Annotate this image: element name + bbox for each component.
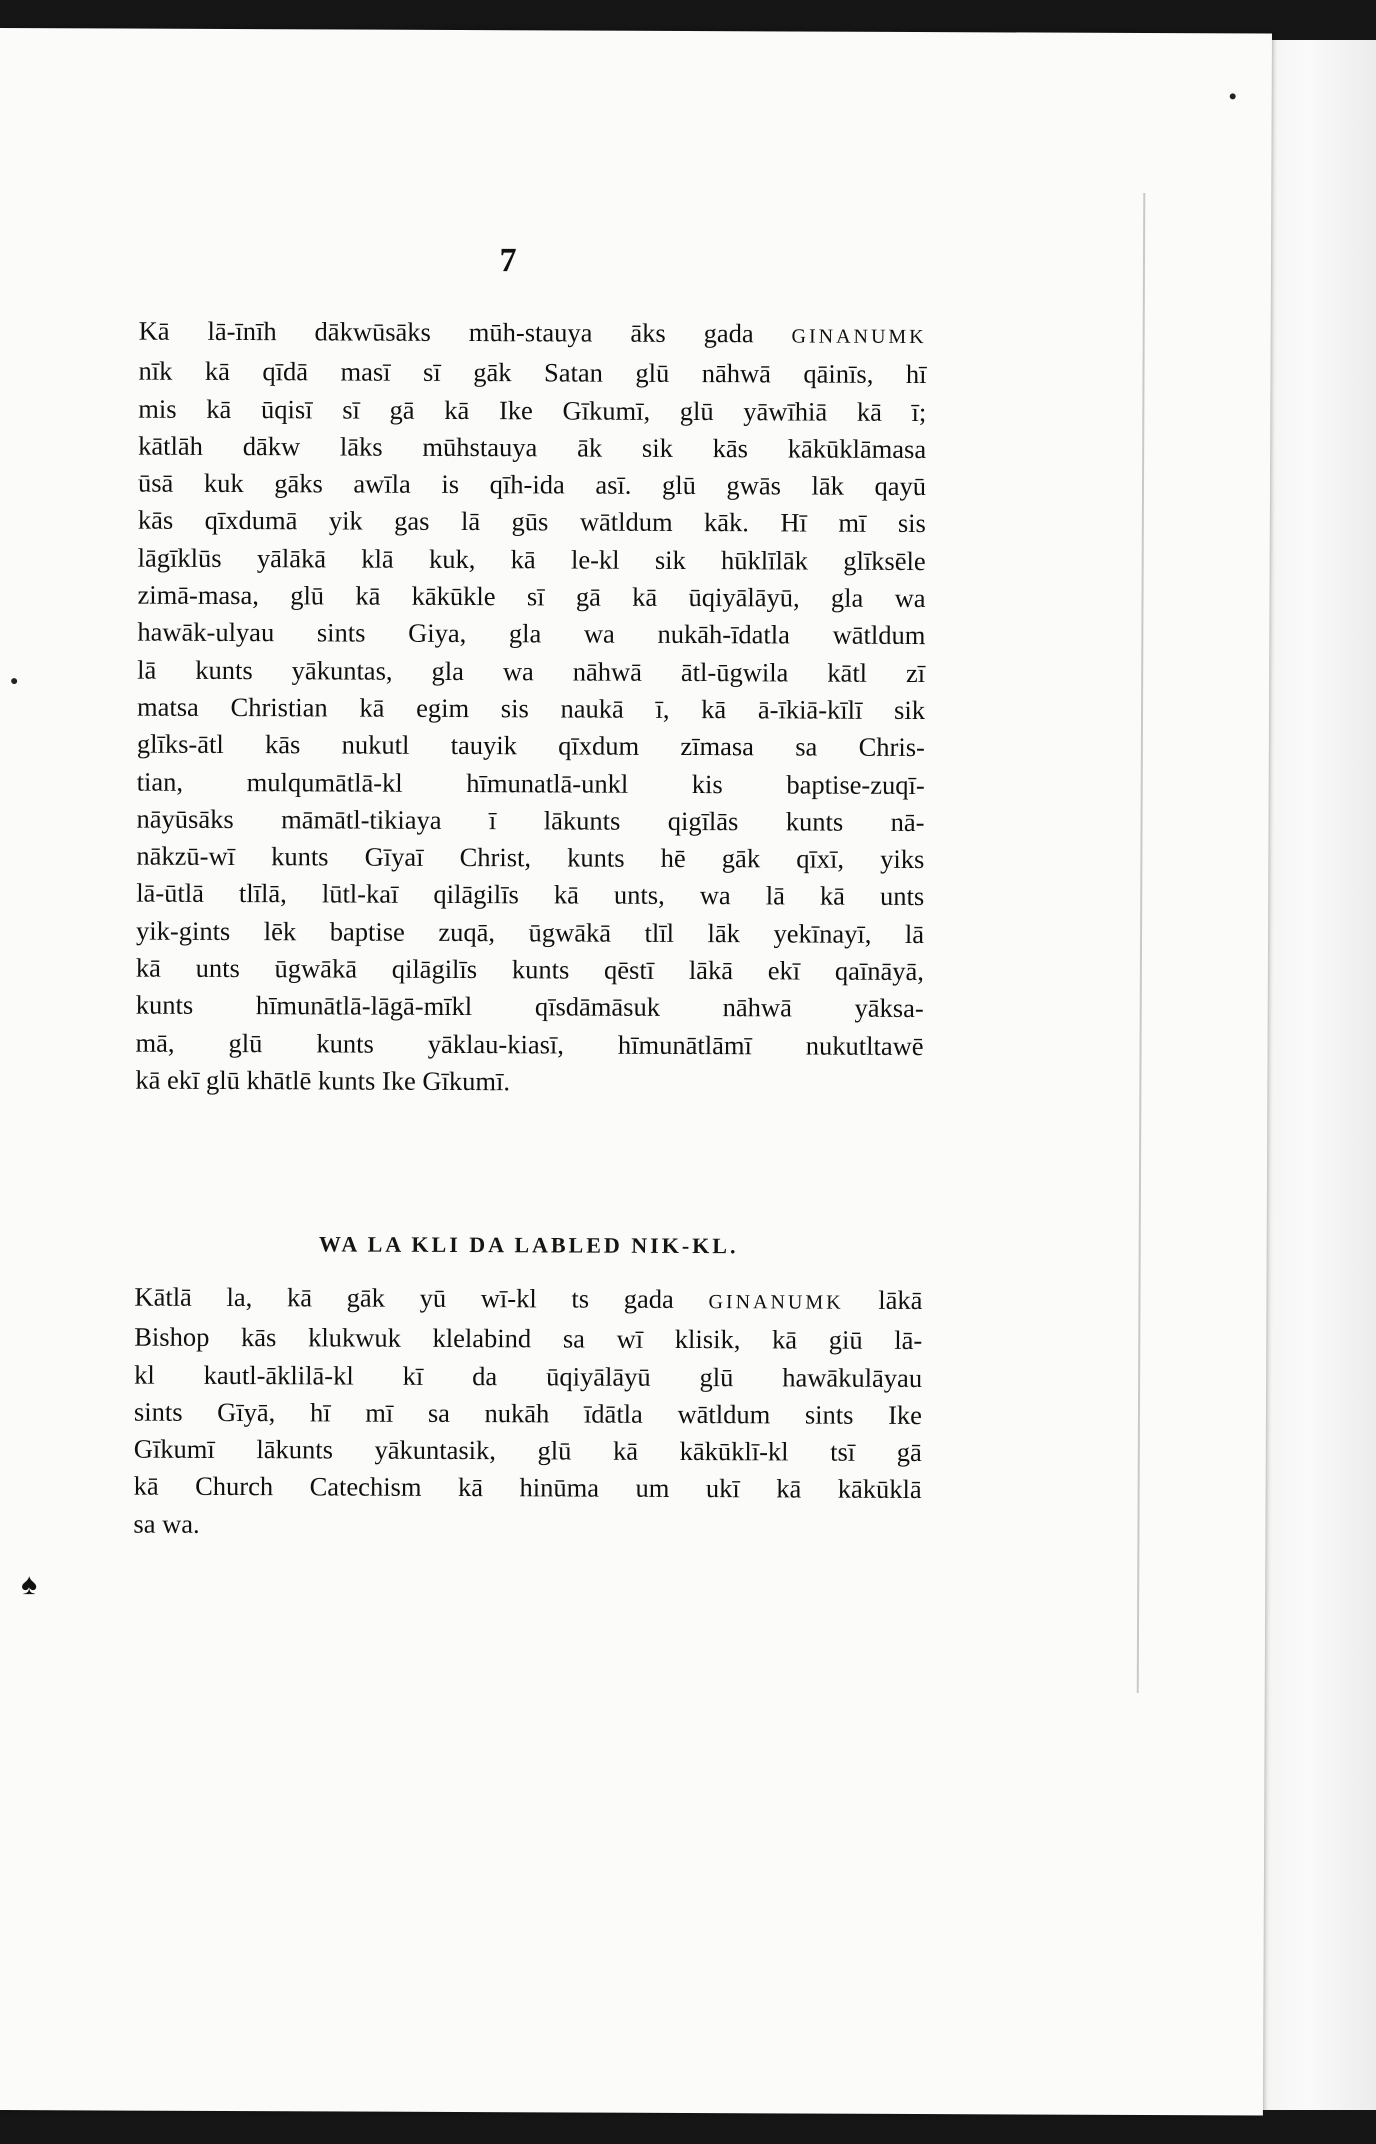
text-line: kātlāh dākw lāks mūhstauya āk sik kās kākūklāmasa (138, 430, 927, 464)
text-line: matsa Christian kā egim sis naukā ī, kā ā-īkiā-kīlī sik (136, 691, 926, 726)
text-line: Bishop kās klukwuk klelabind sa wī klisik, kā giū lā- (134, 1321, 923, 1356)
text-line: glīks-ātl kās nukutl tauyik qīxdum zīmasa sa Chris- (136, 728, 925, 763)
text-line: ūsā kuk gāks awīla is qīh-ida asī. glū gwās lāk qayū (137, 467, 927, 502)
text-line: nīk kā qīdā masī sī gāk Satan glū nāhwā qāinīs, hī (138, 355, 927, 390)
text-line: hawāk-ulyau sints Giya, gla wa nukāh-īdatla wātldum (137, 616, 926, 651)
smallcaps-word: GINANUMK (791, 325, 927, 349)
text-line: lā kunts yākuntas, gla wa nāhwā ātl-ūgwila kātl zī (137, 654, 926, 688)
margin-mark-icon: ♠ (21, 1568, 38, 1602)
text-line: sa wa. (133, 1508, 200, 1539)
text-line: kā unts ūgwākā qilāgilīs kunts qēstī lākā ekī qaīnāyā, (135, 952, 924, 987)
text-line: kunts hīmunātlā-lāgā-mīkl qīsdāmāsuk nāhwā yāksa- (135, 989, 924, 1024)
text-line: kā ekī glū khātlē kunts Ike Gīkumī. (135, 1064, 511, 1097)
page-number: 7 (499, 242, 517, 280)
text-line: kā Church Catechism kā hinūma um ukī kā kākūklā (133, 1471, 922, 1505)
page-edge (1262, 40, 1376, 2110)
document-page (0, 28, 1272, 2116)
text-line: sints Gīyā, hī mī sa nukāh īdātla wātldum sints Ike (133, 1396, 923, 1430)
smallcaps-word: GINANUMK (708, 1291, 844, 1314)
text-line: mā, glū kunts yāklau-kiasī, hīmunātlāmī nukutltawē (135, 1027, 924, 1061)
text-line: nāyūsāks māmātl-tikiaya ī lākunts qigīlās kunts nā- (136, 803, 925, 837)
paragraph-1 (135, 313, 926, 1103)
scan-speck (1230, 93, 1236, 99)
text-line: Kā lā-īnīh dākwūsāks mūh-stauya āks gada GINANUMK (138, 315, 927, 349)
text-line: yik-gints lēk baptise zuqā, ūgwākā tlīl lāk yekīnayī, lā (135, 915, 925, 949)
text-line: lā-ūtlā tlīlā, lūtl-kaī qilāgilīs kā unts, wa lā kā unts (136, 878, 925, 912)
paragraph-2 (133, 1279, 922, 1547)
text-line: tian, mulqumātlā-kl hīmunatlā-unkl kis baptise-zuqī- (136, 766, 925, 800)
text-line: Kātlā la, kā gāk yū wī-kl ts gada GINANUMK lākā (134, 1281, 923, 1316)
text-line: zimā-masa, glū kā kākūkle sī gā kā ūqiyālāyū, gla wa (137, 579, 926, 614)
text-line: mis kā ūqisī sī gā kā Ike Gīkumī, glū yāwīhiā kā ī; (138, 393, 927, 427)
section-heading: WA LA KLI DA LABLED NIK-KL. (318, 1231, 739, 1259)
text-line: kās qīxdumā yik gas lā gūs wātldum kāk. Hī mī sis (137, 505, 926, 539)
scan-speck (11, 678, 17, 684)
text-line: kl kautl-āklilā-kl kī da ūqiyālāyū glū hawākulāyau (134, 1359, 923, 1393)
text-line: Gīkumī lākunts yākuntasik, glū kā kākūklī-kl tsī gā (133, 1433, 922, 1468)
text-line: lāgīklūs yālākā klā kuk, kā le-kl sik hūklīlāk glīksēle (137, 542, 926, 576)
text-line: nākzū-wī kunts Gīyaī Christ, kunts hē gāk qīxī, yiks (136, 840, 925, 875)
margin-line (1137, 193, 1146, 1693)
